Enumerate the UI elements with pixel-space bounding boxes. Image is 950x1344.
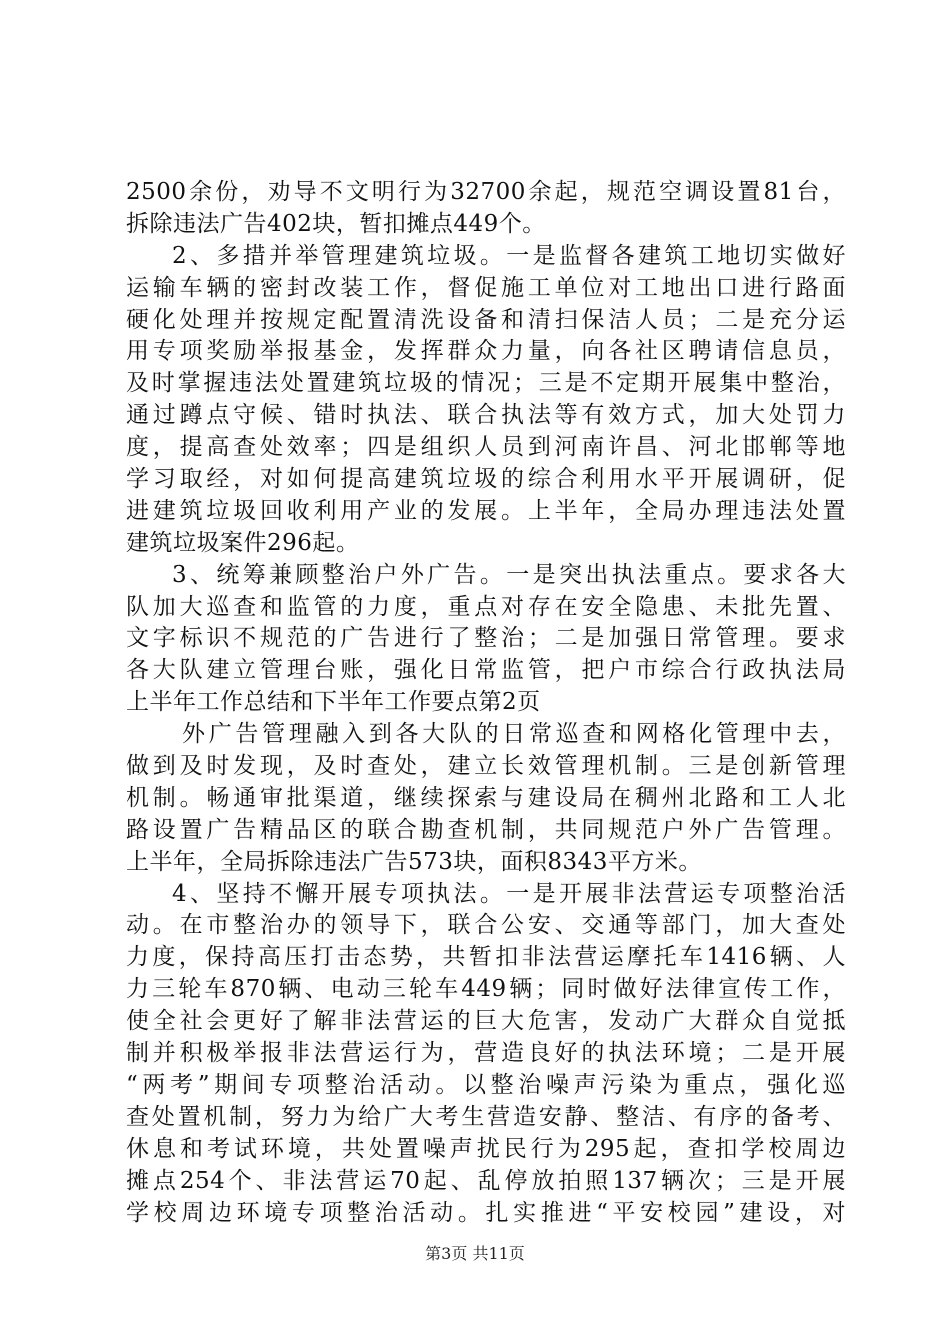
text-line: 2500余份，劝导不文明行为32700余起，规范空调设置81台， [126,179,846,205]
paragraph-start-line: 4、坚持不懈开展专项执法。一是开展非法营运专项整治活 [172,880,846,907]
text-line: 硬化处理并按规定配置清洗设备和清扫保洁人员；二是充分运 [126,306,846,333]
text-line: 队加大巡查和监管的力度，重点对存在安全隐患、未批先置、 [126,593,846,620]
text-line: 休息和考试环境，共处置噪声扰民行为295起，查扣学校周边 [126,1135,846,1162]
text-line: 文字标识不规范的广告进行了整治；二是加强日常管理。要求 [126,625,846,652]
text-line: 及时掌握违法处置建筑垃圾的情况；三是不定期开展集中整治， [126,370,846,397]
text-line: 力度，保持高压打击态势，共暂扣非法营运摩托车1416辆、人 [126,944,846,971]
document-body [126,177,846,1229]
text-line: 动。在市整治办的领导下，联合公安、交通等部门，加大查处 [126,912,846,939]
text-line: 上半年工作总结和下半年工作要点第2页 [126,689,541,716]
text-line: 力三轮车870辆、电动三轮车449辆；同时做好法律宣传工作， [126,976,846,1003]
text-line: 学习取经，对如何提高建筑垃圾的综合利用水平开展调研，促 [126,466,846,493]
text-line: 运输车辆的密封改装工作，督促施工单位对工地出口进行路面 [126,274,846,301]
paragraph-start-line: 3、统筹兼顾整治户外广告。一是突出执法重点。要求各大 [172,561,846,588]
text-line: 建筑垃圾案件296起。 [126,529,360,556]
text-line: 使全社会更好了解非法营运的巨大危害，发动广大群众自觉抵 [126,1008,846,1035]
text-line: 拆除违法广告402块，暂扣摊点449个。 [126,210,546,237]
text-line: 查处置机制，努力为给广大考生营造安静、整洁、有序的备考、 [126,1103,846,1130]
text-line: 度，提高查处效率；四是组织人员到河南许昌、河北邯郸等地 [126,434,846,461]
text-line: “两考”期间专项整治活动。以整治噪声污染为重点，强化巡 [126,1071,846,1098]
text-line: 制并积极举报非法营运行为，营造良好的执法环境；二是开展 [126,1040,846,1067]
text-line: 机制。畅通审批渠道，继续探索与建设局在稠州北路和工人北 [126,784,846,811]
text-line: 摊点254个、非法营运70起、乱停放拍照137辆次；三是开展 [126,1167,846,1194]
text-line: 各大队建立管理台账，强化日常监管，把户市综合行政执法局 [126,657,846,684]
page-number-footer: 第3页 共11页 [425,1244,525,1263]
paragraph-start-line: 2、多措并举管理建筑垃圾。一是监督各建筑工地切实做好 [172,242,846,269]
text-line: 路设置广告精品区的联合勘查机制，共同规范户外广告管理。 [126,816,846,843]
paragraph-start-line: 外广告管理融入到各大队的日常巡查和网格化管理中去， [182,721,846,748]
text-line: 学校周边环境专项整治活动。扎实推进“平安校园”建设，对 [126,1199,846,1226]
text-line: 进建筑垃圾回收利用产业的发展。上半年，全局办理违法处置 [126,497,846,524]
text-line: 用专项奖励举报基金，发挥群众力量，向各社区聘请信息员， [126,338,846,365]
text-line: 做到及时发现，及时查处，建立长效管理机制。三是创新管理 [126,753,846,780]
text-line: 通过蹲点守候、错时执法、联合执法等有效方式，加大处罚力 [126,402,846,429]
text-line: 上半年，全局拆除违法广告573块，面积8343平方米。 [126,848,702,875]
